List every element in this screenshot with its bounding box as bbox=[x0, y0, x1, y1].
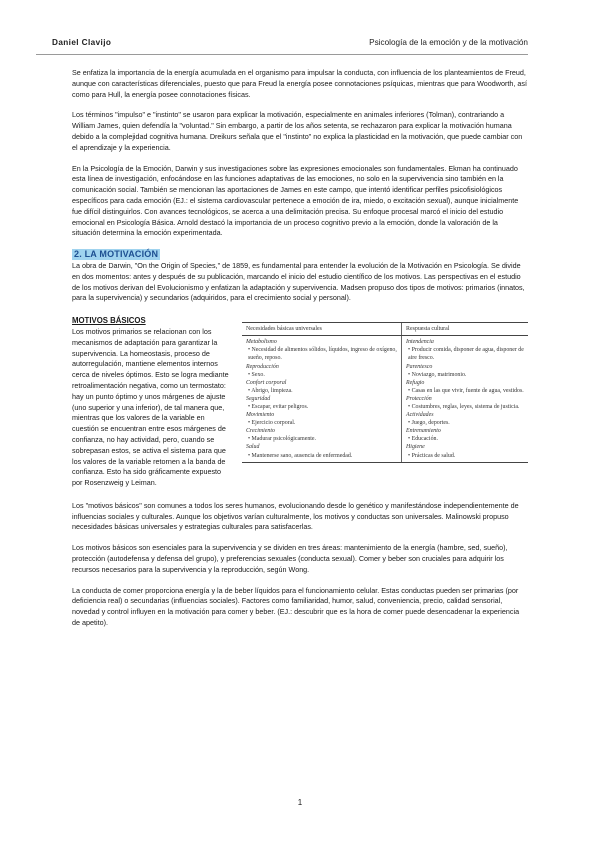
table-item: • Prácticas de salud. bbox=[406, 452, 524, 460]
paragraph-energy: Se enfatiza la importancia de la energía acumulada en el organismo para impulsar la conducta, con influencia de los planteamientos de Freud, aunque con características diferenciales, puesto que para Freud la energía posee connotaciones psíquicas, mientras que para Woodworth, así como para Hull, la energía posee connotaciones físicas. bbox=[72, 68, 527, 99]
table-category: Refugio bbox=[406, 379, 425, 386]
header-author: Daniel Clavijo bbox=[52, 38, 112, 47]
motivos-basicos-column bbox=[72, 316, 232, 489]
table-category: Movimiento bbox=[246, 412, 275, 419]
paragraph-emocion-darwin: En la Psicología de la Emoción, Darwin y sus investigaciones sobre las expresiones emocionales son fundamentales. Ekman ha continuado esta línea de investigación, enfocándose en las funciones adaptativas de las emociones, no solo en la supervivencia sino también en la comunicación social. También se mencionan las aportaciones de James en este campo, que intentó identificar perfiles psicofisiológicos específicos para cada emoción (EJ.: el sistema cardiovascular pertenece a emoción de ira, miedo, o excitación sexual), aunque inicialmente fue difícil distinguirlos. Con avances tecnológicos, se acerca a una delimitación precisa. Su enfoque procesal marcó el inicio del estudio emocional en Psicología Básica. Arnold destacó la importancia de un proceso cognitivo previo a la emoción, donde la valoración de la situación determina la emoción experimentada. bbox=[72, 163, 519, 238]
page-number: 1 bbox=[297, 798, 303, 807]
table-item: • Producir comida, disponer de agua, disponer de aire fresco. bbox=[406, 346, 524, 362]
paragraph-universales: Los "motivos básicos" son comunes a todos los seres humanos, evolucionando desde lo genético y manifestándose independientemente de influencias sociales y culturales. Aunque los objetivos varían culturalmente, los motivos y conductas son universales. Malinowski propuso necesidades básicas universales y estrategias culturales para satisfacerlas. bbox=[72, 500, 519, 532]
paragraph-darwin-origin: La obra de Darwin, "On the Origin of Species," de 1859, es fundamental para entender la evolución de la Motivación en Psicología. Se divide en dos momentos: antes y después de su publicación, marcando el inicio del estudio científico de los motivos. Las perspectivas en el estudio de los motivos derivan del Evolucionismo y enfatizan la adaptación y supervivencia. Madsen propuso dos tipos de motivos: primarios (innatos, para la supervivencia) y secundarios (adquiridos, para el crecimiento social y personal). bbox=[72, 260, 525, 303]
section-motivacion bbox=[72, 249, 528, 304]
table-item: • Noviazgo, matrimonio. bbox=[406, 371, 524, 379]
table-item: • Ejercicio corporal. bbox=[246, 419, 397, 427]
table-category: Crecimiento bbox=[246, 428, 275, 435]
table-item: • Sexo. bbox=[246, 371, 397, 379]
table-item: • Madurar psicológicamente. bbox=[246, 435, 397, 443]
header-course: Psicología de la emoción y de la motivación bbox=[369, 38, 528, 47]
table-item: • Escapar, evitar peligros. bbox=[246, 403, 397, 411]
table-item: • Mantenerse sano, ausencia de enfermedad. bbox=[246, 452, 397, 460]
table-item: • Educación. bbox=[406, 435, 524, 443]
table-column-needs bbox=[242, 336, 402, 462]
needs-table bbox=[242, 322, 528, 463]
page-content bbox=[72, 68, 528, 639]
table-category: Parentesco bbox=[406, 363, 433, 370]
table-category: Reproducción bbox=[246, 363, 279, 370]
table-item: • Costumbres, reglas, leyes, sistema de justicia. bbox=[406, 403, 524, 411]
paragraph-homeostasis: Los motivos primarios se relacionan con los mecanismos de adaptación para garantizar la supervivencia. La homeostasis, proceso de autorregulación, mantiene elementos internos cerca de niveles óptimos. Esto se logra mediante retroalimentación negativa, como un termostato: hay un punto óptimo y unos márgenes de ajuste (uno superior y una inferior), de tal manera que, mientras que los valores de la variable en cuestión se encuentran entre esos márgenes de confianza, no hay actividad, pero, cuando se sobrepasan estos, se activa el sistema para que los valores de la variable retornen a la banda de confianza. Esto ha sido gráficamente expuesto por Rosenzweig y Leiman. bbox=[72, 326, 229, 488]
table-item: • Abrigo, limpieza. bbox=[246, 387, 397, 395]
table-category: Entrenamiento bbox=[406, 428, 441, 435]
subsection-title: MOTIVOS BÁSICOS bbox=[72, 316, 146, 326]
table-category: Intendencia bbox=[406, 339, 434, 346]
table-column-cultural bbox=[402, 336, 528, 462]
table-item: • Juego, deportes. bbox=[406, 419, 524, 427]
table-category: Actividades bbox=[406, 412, 434, 419]
motivos-basicos-row bbox=[72, 316, 528, 489]
needs-table-figure bbox=[242, 322, 528, 489]
paragraph-comer-beber: La conducta de comer proporciona energía y la de beber líquidos para el funcionamiento celular. Estas conductas pueden ser primarias (por deficiencia real) o secundarias (influencias sociales). Factores como familiaridad, humor, salud, conveniencia, precio, calidad sensorial, novedad y control influyen en la motivación para comer y beber. (EJ.: descubrir que es la hora de comer puede desencadenar la experiencia de apetito). bbox=[72, 585, 520, 628]
header-divider bbox=[36, 54, 528, 55]
table-category: Confort corporal bbox=[246, 379, 287, 386]
section-title: 2. LA MOTIVACIÓN bbox=[74, 249, 159, 260]
paragraph-tres-areas: Los motivos básicos son esenciales para la supervivencia y se dividen en tres áreas: mantenimiento de la energía (hambre, sed, sueño), protección (autodefensa y defensa del grupo), y preferencias sexuales (conducta sexual). Comer y beber son cruciales para adquirir los recursos necesarios para la supervivencia y la reproducción, según Wong. bbox=[72, 543, 508, 574]
paragraph-impulso-instinto: Los términos "impulso" e "instinto" se usaron para explicar la motivación, especialmente en animales inferiores (Tolman), contrariando a William James, quien defendía la "voluntad." Sin embargo, a partir de los años setenta, se rechazaron para explicar la motivación humana debido a la complejidad cognitiva humana. Dreikurs señala que el "instinto" no explica la plasticidad en la motivación, que puede cambiar con el aprendizaje y la experiencia. bbox=[72, 110, 523, 152]
table-category: Metabolismo bbox=[246, 339, 277, 346]
table-header-needs: Necesidades básicas universales bbox=[242, 323, 402, 336]
table-category: Salud bbox=[246, 444, 260, 451]
table-category: Higiene bbox=[406, 444, 425, 451]
table-item: • Casas en las que vivir, fuente de agua, vestidos. bbox=[406, 387, 524, 395]
table-item: • Necesidad de alimentos sólidos, líquidos, ingreso de oxígeno, sueño, reposo. bbox=[246, 346, 397, 362]
table-header-cultural: Respuesta cultural bbox=[402, 323, 528, 336]
table-category: Protección bbox=[406, 395, 432, 402]
page-header bbox=[36, 36, 528, 52]
table-category: Seguridad bbox=[246, 395, 271, 402]
